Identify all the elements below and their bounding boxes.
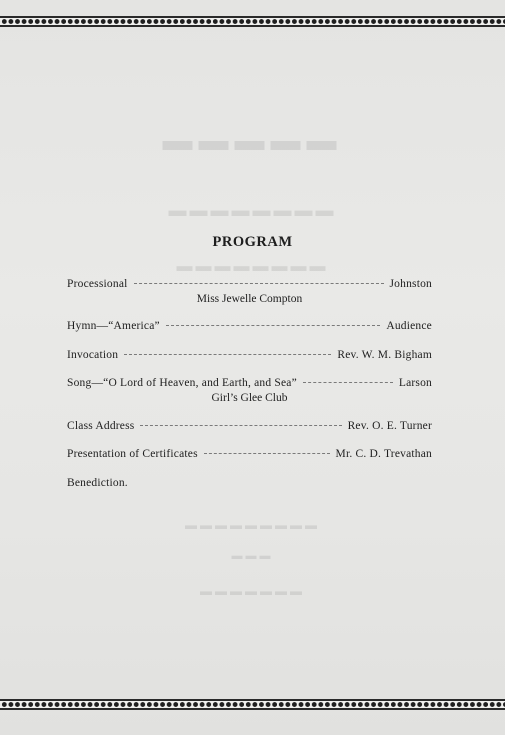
- item-subtitle: Girl’s Glee Club: [211, 392, 288, 404]
- program-item-song: [67, 377, 432, 389]
- item-subtitle: Miss Jewelle Compton: [196, 293, 303, 305]
- program-item-processional: [67, 278, 432, 290]
- item-name: Benediction.: [67, 477, 128, 489]
- bleed-through-line: ▬▬▬▬▬▬▬: [200, 584, 305, 598]
- item-performer: Mr. C. D. Trevathan: [335, 448, 432, 460]
- item-name: Processional: [67, 278, 128, 290]
- dotted-leader: [166, 325, 380, 326]
- program-item-class-address: [67, 420, 432, 432]
- bottom-dotted-border: [0, 699, 505, 710]
- item-name: Class Address: [67, 420, 135, 432]
- item-name: Invocation: [67, 349, 119, 361]
- item-performer: Rev. W. M. Bigham: [337, 349, 432, 361]
- item-performer: Larson: [398, 377, 432, 389]
- item-performer: Johnston: [389, 278, 432, 290]
- dotted-leader: [124, 354, 331, 355]
- dotted-leader: [303, 382, 393, 383]
- item-name: Song—“O Lord of Heaven, and Earth, and Sea”: [67, 377, 297, 389]
- item-name: Presentation of Certificates: [67, 448, 198, 460]
- bleed-through-line: ▬▬▬▬▬▬▬▬: [168, 200, 337, 220]
- program-item-invocation: [67, 349, 432, 361]
- dotted-leader: [204, 453, 330, 454]
- program-title: PROGRAM: [212, 234, 293, 250]
- bleed-through-line: ▬▬▬▬▬▬▬▬: [176, 258, 329, 275]
- program-item-benediction: [67, 477, 432, 489]
- top-dotted-border: [0, 16, 505, 27]
- bleed-through-line: ▬▬▬: [231, 550, 274, 562]
- dotted-leader: [140, 425, 341, 426]
- dotted-leader: [134, 283, 384, 284]
- item-performer: Audience: [386, 320, 432, 332]
- item-name: Hymn—“America”: [67, 320, 160, 332]
- bleed-through-heading: ▬▬▬▬▬: [162, 124, 343, 157]
- item-performer: Rev. O. E. Turner: [347, 420, 432, 432]
- bleed-through-line: ▬▬▬▬▬▬▬▬▬: [185, 518, 320, 532]
- program-item-hymn: [67, 320, 432, 332]
- program-item-certificates: [67, 448, 432, 460]
